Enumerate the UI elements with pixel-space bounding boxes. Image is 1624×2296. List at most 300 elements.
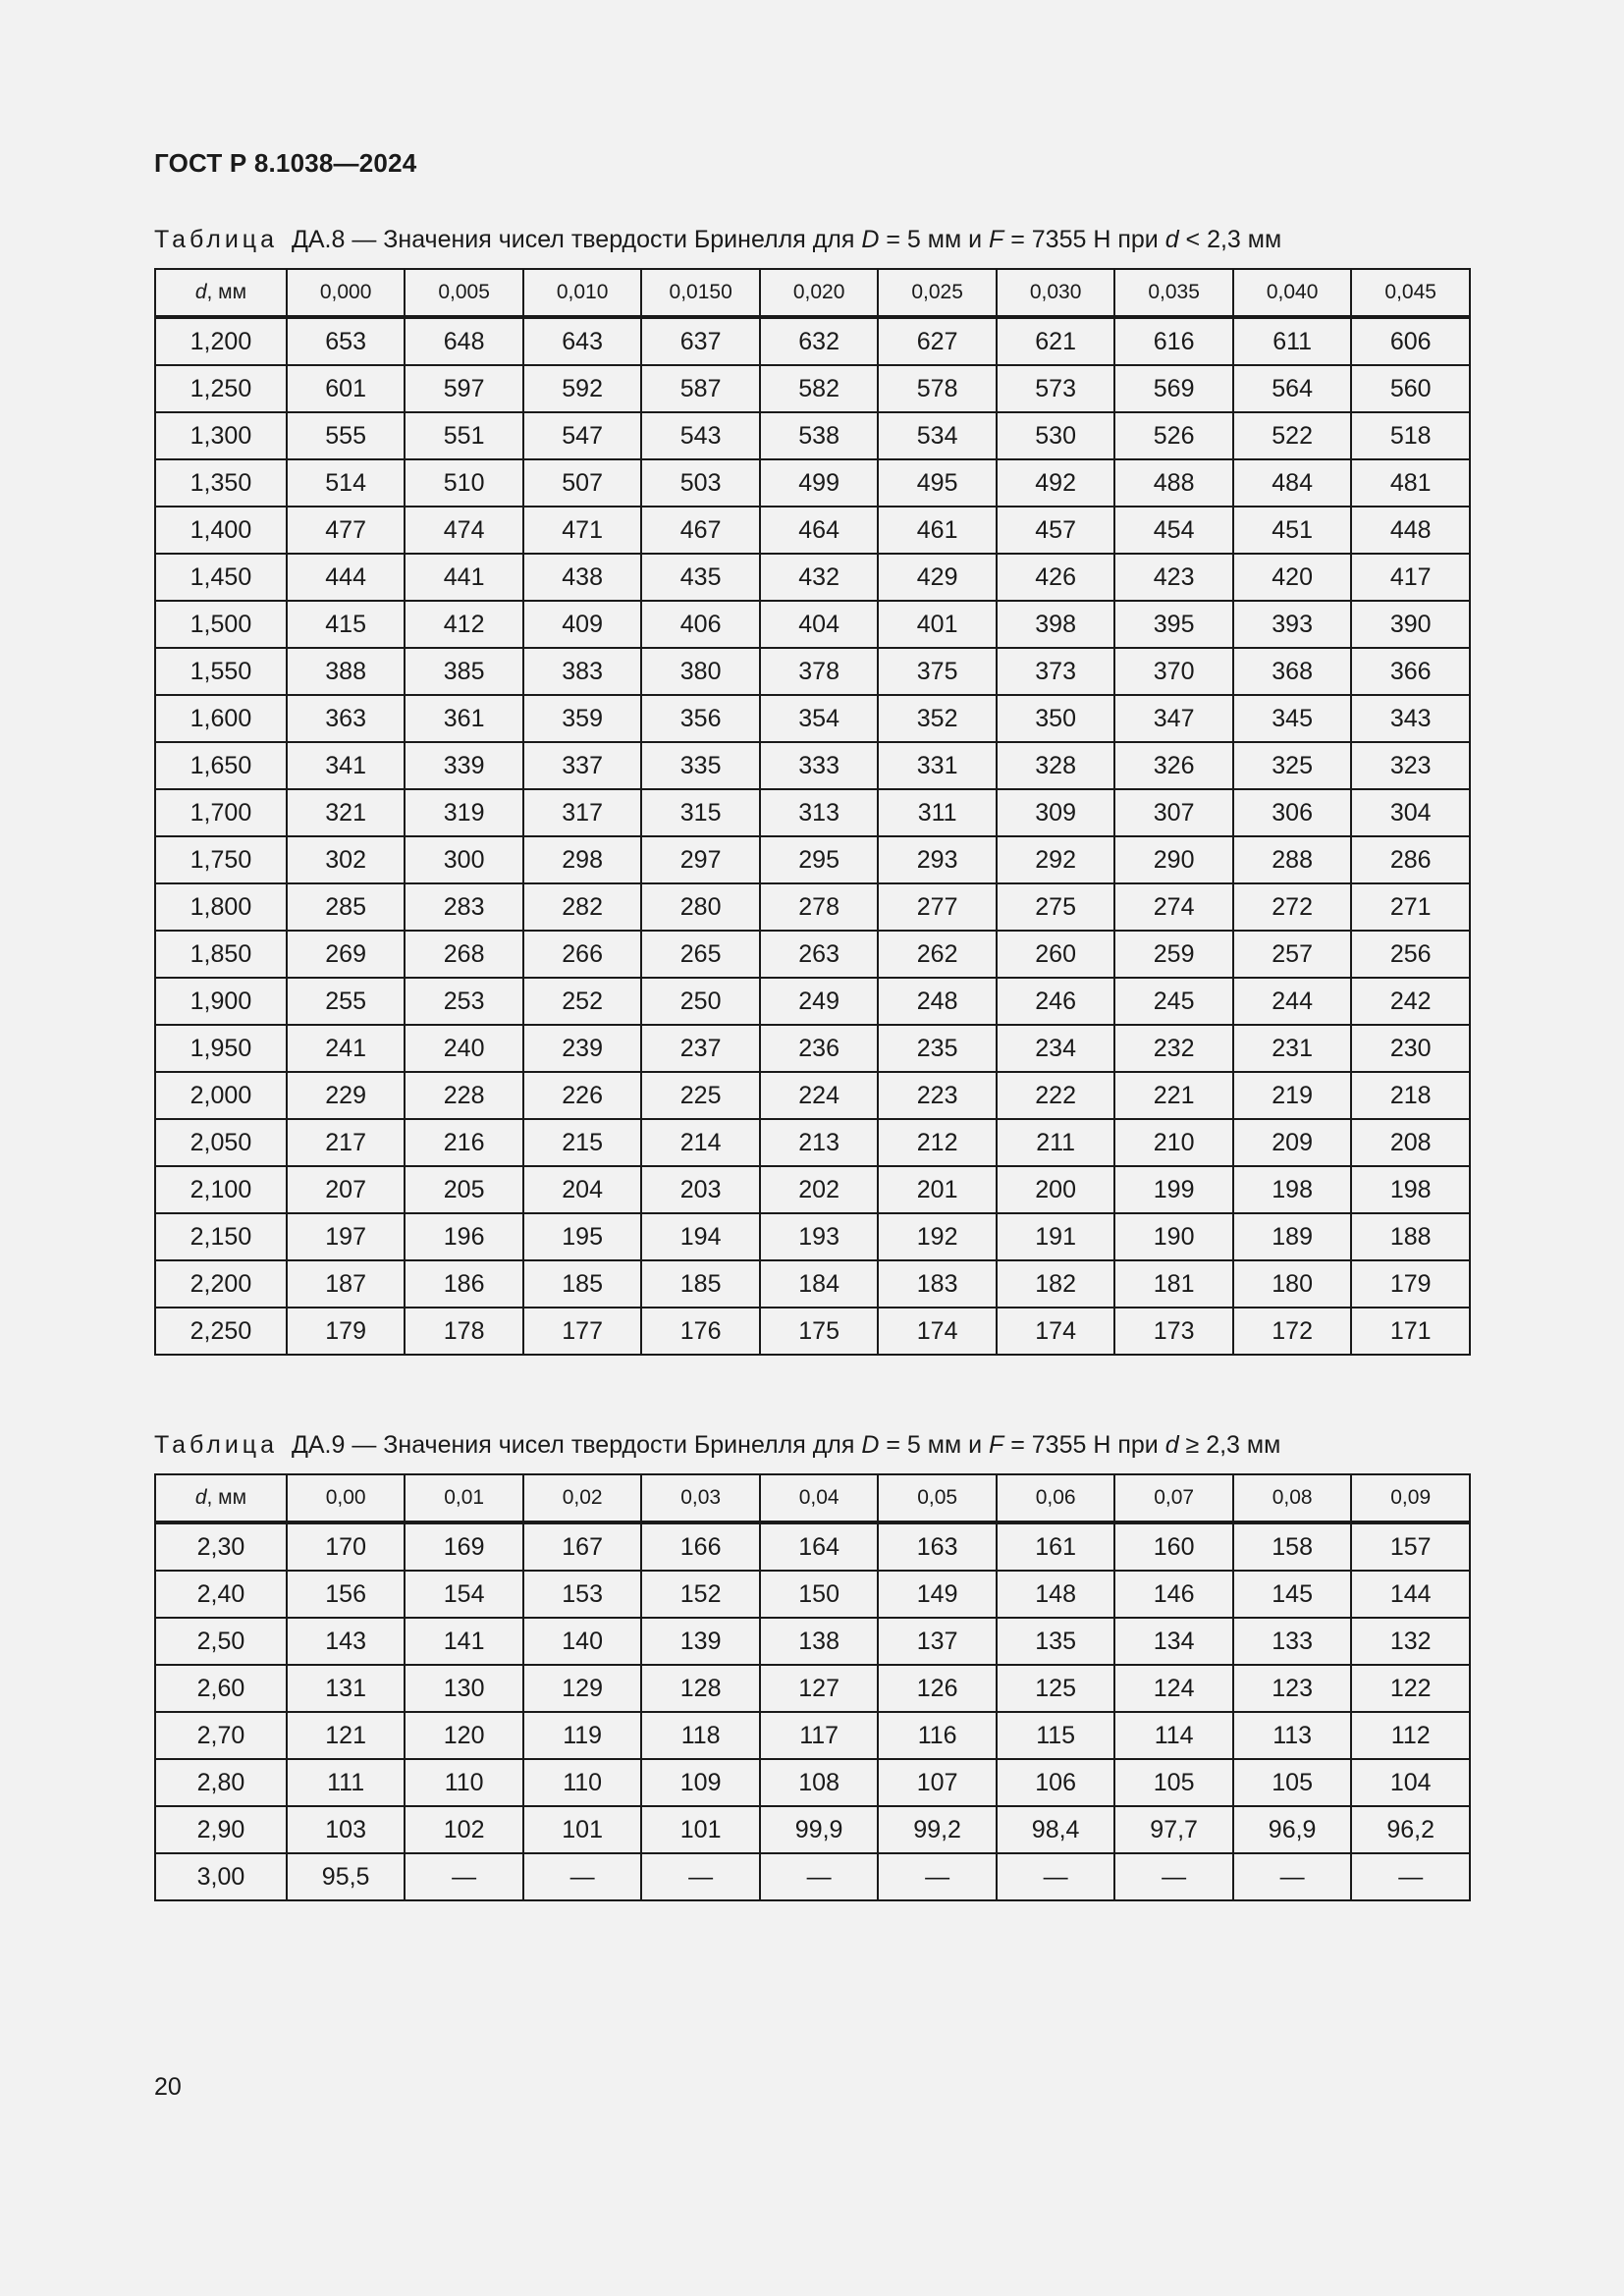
table-cell: 321 bbox=[287, 789, 406, 836]
table-cell: 187 bbox=[287, 1260, 406, 1308]
table-cell: 205 bbox=[405, 1166, 523, 1213]
table-cell: 309 bbox=[997, 789, 1115, 836]
row-header-cell: 1,550 bbox=[155, 648, 287, 695]
table-cell: 262 bbox=[878, 931, 997, 978]
table-cell: 183 bbox=[878, 1260, 997, 1308]
table-cell: 375 bbox=[878, 648, 997, 695]
table-cell: 118 bbox=[641, 1712, 760, 1759]
table-cell: 101 bbox=[641, 1806, 760, 1853]
table-cell: 107 bbox=[878, 1759, 997, 1806]
table-cell: 578 bbox=[878, 365, 997, 412]
table-cell: 263 bbox=[760, 931, 879, 978]
table-cell: 99,2 bbox=[878, 1806, 997, 1853]
table-cell: 230 bbox=[1351, 1025, 1470, 1072]
hardness-table-da9 bbox=[154, 1473, 1471, 1901]
table-cell: 115 bbox=[997, 1712, 1115, 1759]
column-header: 0,045 bbox=[1351, 269, 1470, 317]
table-cell: 285 bbox=[287, 883, 406, 931]
table-cell: 95,5 bbox=[287, 1853, 406, 1900]
table-cell: 99,9 bbox=[760, 1806, 879, 1853]
table-cell: 114 bbox=[1114, 1712, 1233, 1759]
table-cell: 510 bbox=[405, 459, 523, 507]
table-cell: 186 bbox=[405, 1260, 523, 1308]
table-cell: 390 bbox=[1351, 601, 1470, 648]
table-row bbox=[155, 1618, 1470, 1665]
table-cell: 124 bbox=[1114, 1665, 1233, 1712]
table-row bbox=[155, 1712, 1470, 1759]
table-cell: 200 bbox=[997, 1166, 1115, 1213]
column-header: 0,08 bbox=[1233, 1474, 1352, 1522]
page-number: 20 bbox=[154, 2073, 182, 2101]
table-cell: 317 bbox=[523, 789, 642, 836]
table-cell: 295 bbox=[760, 836, 879, 883]
table-cell: 474 bbox=[405, 507, 523, 554]
table-row bbox=[155, 507, 1470, 554]
table-cell: 146 bbox=[1114, 1571, 1233, 1618]
table-cell: 286 bbox=[1351, 836, 1470, 883]
column-header: 0,030 bbox=[997, 269, 1115, 317]
table-cell: 202 bbox=[760, 1166, 879, 1213]
table-cell: 110 bbox=[405, 1759, 523, 1806]
table-cell: 451 bbox=[1233, 507, 1352, 554]
table-cell: 223 bbox=[878, 1072, 997, 1119]
table-cell: 249 bbox=[760, 978, 879, 1025]
table-cell: 176 bbox=[641, 1308, 760, 1355]
table-cell: 192 bbox=[878, 1213, 997, 1260]
table-cell: 592 bbox=[523, 365, 642, 412]
table-cell: 530 bbox=[997, 412, 1115, 459]
table-cell: 222 bbox=[997, 1072, 1115, 1119]
table-cell: 383 bbox=[523, 648, 642, 695]
column-header: 0,02 bbox=[523, 1474, 642, 1522]
table-row bbox=[155, 1665, 1470, 1712]
table-header-row bbox=[155, 269, 1470, 317]
table-cell: 232 bbox=[1114, 1025, 1233, 1072]
table-cell: 145 bbox=[1233, 1571, 1352, 1618]
caption-text: = 5 мм и bbox=[879, 226, 989, 253]
table-cell: 319 bbox=[405, 789, 523, 836]
hardness-table-da8 bbox=[154, 268, 1471, 1356]
table-cell: 335 bbox=[641, 742, 760, 789]
row-header-cell: 2,150 bbox=[155, 1213, 287, 1260]
table-cell: 219 bbox=[1233, 1072, 1352, 1119]
table-cell: 179 bbox=[1351, 1260, 1470, 1308]
table-cell: 154 bbox=[405, 1571, 523, 1618]
table-row bbox=[155, 1308, 1470, 1355]
row-header-cell: 1,750 bbox=[155, 836, 287, 883]
table-cell: 328 bbox=[997, 742, 1115, 789]
table-cell: 137 bbox=[878, 1618, 997, 1665]
table-cell: 569 bbox=[1114, 365, 1233, 412]
table-cell: 373 bbox=[997, 648, 1115, 695]
column-header: 0,000 bbox=[287, 269, 406, 317]
table-cell: 236 bbox=[760, 1025, 879, 1072]
table-cell: 398 bbox=[997, 601, 1115, 648]
table-cell: 126 bbox=[878, 1665, 997, 1712]
table-cell: 499 bbox=[760, 459, 879, 507]
table-cell: 193 bbox=[760, 1213, 879, 1260]
table-row bbox=[155, 742, 1470, 789]
table-cell: 164 bbox=[760, 1522, 879, 1571]
table-header-row bbox=[155, 1474, 1470, 1522]
row-header-cell: 1,500 bbox=[155, 601, 287, 648]
table-cell: 616 bbox=[1114, 317, 1233, 365]
table-cell: 637 bbox=[641, 317, 760, 365]
table-cell: 125 bbox=[997, 1665, 1115, 1712]
table-cell: 226 bbox=[523, 1072, 642, 1119]
table-cell: — bbox=[878, 1853, 997, 1900]
row-header-cell: 1,350 bbox=[155, 459, 287, 507]
table-row bbox=[155, 1571, 1470, 1618]
table-cell: 643 bbox=[523, 317, 642, 365]
row-header-cell: 2,50 bbox=[155, 1618, 287, 1665]
table-cell: 277 bbox=[878, 883, 997, 931]
caption-text: — Значения чисел твердости Бринелля для bbox=[345, 226, 862, 253]
row-header-cell: 2,000 bbox=[155, 1072, 287, 1119]
table-cell: 388 bbox=[287, 648, 406, 695]
table-cell: 182 bbox=[997, 1260, 1115, 1308]
table-cell: 257 bbox=[1233, 931, 1352, 978]
table-cell: 212 bbox=[878, 1119, 997, 1166]
caption-text: — Значения чисел твердости Бринелля для bbox=[345, 1431, 862, 1459]
table-row bbox=[155, 1806, 1470, 1853]
table-number: ДА.9 bbox=[291, 1431, 346, 1459]
table-cell: 464 bbox=[760, 507, 879, 554]
table-cell: 113 bbox=[1233, 1712, 1352, 1759]
table-cell: 597 bbox=[405, 365, 523, 412]
table-cell: 140 bbox=[523, 1618, 642, 1665]
row-header-cell: 1,950 bbox=[155, 1025, 287, 1072]
table-cell: 347 bbox=[1114, 695, 1233, 742]
table-cell: 189 bbox=[1233, 1213, 1352, 1260]
table-cell: 477 bbox=[287, 507, 406, 554]
table-cell: 221 bbox=[1114, 1072, 1233, 1119]
table-cell: 217 bbox=[287, 1119, 406, 1166]
table-cell: 290 bbox=[1114, 836, 1233, 883]
table-cell: 406 bbox=[641, 601, 760, 648]
table-cell: — bbox=[405, 1853, 523, 1900]
table-cell: 185 bbox=[641, 1260, 760, 1308]
table-cell: 354 bbox=[760, 695, 879, 742]
table-cell: 101 bbox=[523, 1806, 642, 1853]
table-row bbox=[155, 1213, 1470, 1260]
column-header-d: d, мм bbox=[155, 269, 287, 317]
table-cell: 234 bbox=[997, 1025, 1115, 1072]
table-cell: 127 bbox=[760, 1665, 879, 1712]
table-cell: 161 bbox=[997, 1522, 1115, 1571]
table-cell: 507 bbox=[523, 459, 642, 507]
table-cell: 522 bbox=[1233, 412, 1352, 459]
caption-symbol-d: d bbox=[1164, 1431, 1179, 1459]
table-cell: 363 bbox=[287, 695, 406, 742]
table-cell: 438 bbox=[523, 554, 642, 601]
table-cell: 323 bbox=[1351, 742, 1470, 789]
table-cell: 174 bbox=[997, 1308, 1115, 1355]
column-header: 0,0150 bbox=[641, 269, 760, 317]
table-cell: 307 bbox=[1114, 789, 1233, 836]
column-header: 0,09 bbox=[1351, 1474, 1470, 1522]
table-cell: 184 bbox=[760, 1260, 879, 1308]
table-cell: 395 bbox=[1114, 601, 1233, 648]
table-cell: 503 bbox=[641, 459, 760, 507]
column-header: 0,06 bbox=[997, 1474, 1115, 1522]
row-header-cell: 1,600 bbox=[155, 695, 287, 742]
table-cell: 488 bbox=[1114, 459, 1233, 507]
table-cell: 356 bbox=[641, 695, 760, 742]
table-cell: 484 bbox=[1233, 459, 1352, 507]
table-cell: 341 bbox=[287, 742, 406, 789]
table-cell: 306 bbox=[1233, 789, 1352, 836]
table-cell: 632 bbox=[760, 317, 879, 365]
table-row bbox=[155, 317, 1470, 365]
table-cell: 259 bbox=[1114, 931, 1233, 978]
table-cell: 148 bbox=[997, 1571, 1115, 1618]
table-cell: 160 bbox=[1114, 1522, 1233, 1571]
table-cell: 337 bbox=[523, 742, 642, 789]
table-cell: 208 bbox=[1351, 1119, 1470, 1166]
row-header-cell: 1,650 bbox=[155, 742, 287, 789]
table-cell: 547 bbox=[523, 412, 642, 459]
table-cell: 116 bbox=[878, 1712, 997, 1759]
row-header-cell: 2,80 bbox=[155, 1759, 287, 1806]
table-cell: 343 bbox=[1351, 695, 1470, 742]
table-cell: 204 bbox=[523, 1166, 642, 1213]
caption-text: = 7355 Н при bbox=[1003, 1431, 1165, 1459]
table-cell: 256 bbox=[1351, 931, 1470, 978]
table-cell: 313 bbox=[760, 789, 879, 836]
table-cell: 240 bbox=[405, 1025, 523, 1072]
column-header: 0,005 bbox=[405, 269, 523, 317]
table-cell: — bbox=[1351, 1853, 1470, 1900]
row-header-cell: 1,250 bbox=[155, 365, 287, 412]
table-cell: 467 bbox=[641, 507, 760, 554]
table-cell: 209 bbox=[1233, 1119, 1352, 1166]
row-header-cell: 1,800 bbox=[155, 883, 287, 931]
table-row bbox=[155, 554, 1470, 601]
table-cell: 170 bbox=[287, 1522, 406, 1571]
table-cell: 415 bbox=[287, 601, 406, 648]
table-caption-prefix: Таблица bbox=[154, 1431, 279, 1459]
row-header-cell: 1,450 bbox=[155, 554, 287, 601]
table-cell: 534 bbox=[878, 412, 997, 459]
table-row bbox=[155, 695, 1470, 742]
table-cell: 441 bbox=[405, 554, 523, 601]
table-cell: 253 bbox=[405, 978, 523, 1025]
table-cell: 163 bbox=[878, 1522, 997, 1571]
table-cell: — bbox=[997, 1853, 1115, 1900]
table-cell: 190 bbox=[1114, 1213, 1233, 1260]
table-cell: 123 bbox=[1233, 1665, 1352, 1712]
table-cell: 601 bbox=[287, 365, 406, 412]
table-row bbox=[155, 648, 1470, 695]
table-cell: 366 bbox=[1351, 648, 1470, 695]
table-cell: 175 bbox=[760, 1308, 879, 1355]
table-cell: 169 bbox=[405, 1522, 523, 1571]
table-cell: 297 bbox=[641, 836, 760, 883]
table-cell: 179 bbox=[287, 1308, 406, 1355]
row-header-cell: 2,250 bbox=[155, 1308, 287, 1355]
table-cell: 174 bbox=[878, 1308, 997, 1355]
table-cell: — bbox=[760, 1853, 879, 1900]
column-header-d: d, мм bbox=[155, 1474, 287, 1522]
table-cell: 239 bbox=[523, 1025, 642, 1072]
table-cell: 185 bbox=[523, 1260, 642, 1308]
table-cell: 108 bbox=[760, 1759, 879, 1806]
table-cell: 492 bbox=[997, 459, 1115, 507]
table-row bbox=[155, 1025, 1470, 1072]
table-cell: 121 bbox=[287, 1712, 406, 1759]
table-row bbox=[155, 1853, 1470, 1900]
table-cell: 213 bbox=[760, 1119, 879, 1166]
table-cell: 246 bbox=[997, 978, 1115, 1025]
table-cell: — bbox=[641, 1853, 760, 1900]
table-cell: 350 bbox=[997, 695, 1115, 742]
table-row bbox=[155, 412, 1470, 459]
table-cell: 293 bbox=[878, 836, 997, 883]
table-number: ДА.8 bbox=[291, 226, 346, 253]
table-cell: 272 bbox=[1233, 883, 1352, 931]
table-cell: 132 bbox=[1351, 1618, 1470, 1665]
table-cell: 110 bbox=[523, 1759, 642, 1806]
table-cell: 143 bbox=[287, 1618, 406, 1665]
table-cell: 268 bbox=[405, 931, 523, 978]
table-cell: 417 bbox=[1351, 554, 1470, 601]
row-header-cell: 2,100 bbox=[155, 1166, 287, 1213]
table-cell: 271 bbox=[1351, 883, 1470, 931]
table-cell: 167 bbox=[523, 1522, 642, 1571]
table-cell: 96,9 bbox=[1233, 1806, 1352, 1853]
table-cell: 150 bbox=[760, 1571, 879, 1618]
table-cell: 103 bbox=[287, 1806, 406, 1853]
table-cell: 195 bbox=[523, 1213, 642, 1260]
table-cell: 648 bbox=[405, 317, 523, 365]
table-cell: 461 bbox=[878, 507, 997, 554]
table-cell: 210 bbox=[1114, 1119, 1233, 1166]
row-header-cell: 2,200 bbox=[155, 1260, 287, 1308]
table-row bbox=[155, 1072, 1470, 1119]
table-cell: — bbox=[1114, 1853, 1233, 1900]
table-cell: 224 bbox=[760, 1072, 879, 1119]
table-cell: 128 bbox=[641, 1665, 760, 1712]
table-row bbox=[155, 1260, 1470, 1308]
table-row bbox=[155, 1522, 1470, 1571]
table-cell: 252 bbox=[523, 978, 642, 1025]
row-header-cell: 3,00 bbox=[155, 1853, 287, 1900]
table-cell: 245 bbox=[1114, 978, 1233, 1025]
caption-text: = 7355 Н при bbox=[1003, 226, 1165, 253]
table-cell: 606 bbox=[1351, 317, 1470, 365]
table-cell: 152 bbox=[641, 1571, 760, 1618]
table-cell: 166 bbox=[641, 1522, 760, 1571]
table-row bbox=[155, 365, 1470, 412]
caption-condition: ≥ 2,3 мм bbox=[1178, 1431, 1281, 1459]
table-cell: 104 bbox=[1351, 1759, 1470, 1806]
table-cell: 538 bbox=[760, 412, 879, 459]
table-cell: 333 bbox=[760, 742, 879, 789]
table-row bbox=[155, 459, 1470, 507]
table-cell: 120 bbox=[405, 1712, 523, 1759]
table-cell: 129 bbox=[523, 1665, 642, 1712]
table-cell: 97,7 bbox=[1114, 1806, 1233, 1853]
table-cell: 117 bbox=[760, 1712, 879, 1759]
table-cell: 141 bbox=[405, 1618, 523, 1665]
table-cell: 315 bbox=[641, 789, 760, 836]
table-cell: 564 bbox=[1233, 365, 1352, 412]
table-cell: 339 bbox=[405, 742, 523, 789]
table-cell: 173 bbox=[1114, 1308, 1233, 1355]
table-cell: 229 bbox=[287, 1072, 406, 1119]
caption-symbol-d: d bbox=[1164, 226, 1179, 253]
column-header: 0,025 bbox=[878, 269, 997, 317]
table-cell: 153 bbox=[523, 1571, 642, 1618]
caption-symbol-d-ball: D bbox=[861, 226, 880, 253]
column-header: 0,07 bbox=[1114, 1474, 1233, 1522]
column-header: 0,010 bbox=[523, 269, 642, 317]
table-cell: 178 bbox=[405, 1308, 523, 1355]
table-cell: 435 bbox=[641, 554, 760, 601]
table-cell: 412 bbox=[405, 601, 523, 648]
table-cell: 352 bbox=[878, 695, 997, 742]
table-cell: 526 bbox=[1114, 412, 1233, 459]
column-header: 0,035 bbox=[1114, 269, 1233, 317]
table-cell: 106 bbox=[997, 1759, 1115, 1806]
row-header-cell: 2,40 bbox=[155, 1571, 287, 1618]
table-cell: 248 bbox=[878, 978, 997, 1025]
table-cell: 288 bbox=[1233, 836, 1352, 883]
table-cell: 122 bbox=[1351, 1665, 1470, 1712]
table-cell: 423 bbox=[1114, 554, 1233, 601]
table-cell: 426 bbox=[997, 554, 1115, 601]
table-cell: 201 bbox=[878, 1166, 997, 1213]
row-header-cell: 1,400 bbox=[155, 507, 287, 554]
caption-text: = 5 мм и bbox=[879, 1431, 989, 1459]
table-cell: 444 bbox=[287, 554, 406, 601]
table-cell: 514 bbox=[287, 459, 406, 507]
table-cell: 361 bbox=[405, 695, 523, 742]
table-cell: 203 bbox=[641, 1166, 760, 1213]
table-row bbox=[155, 601, 1470, 648]
table-cell: 198 bbox=[1351, 1166, 1470, 1213]
table-cell: 197 bbox=[287, 1213, 406, 1260]
table-cell: 241 bbox=[287, 1025, 406, 1072]
table-caption bbox=[154, 226, 1281, 254]
table-cell: 157 bbox=[1351, 1522, 1470, 1571]
table-row bbox=[155, 1759, 1470, 1806]
table-cell: 518 bbox=[1351, 412, 1470, 459]
table-cell: 96,2 bbox=[1351, 1806, 1470, 1853]
row-header-cell: 1,700 bbox=[155, 789, 287, 836]
table-cell: 172 bbox=[1233, 1308, 1352, 1355]
table-cell: 218 bbox=[1351, 1072, 1470, 1119]
table-cell: — bbox=[523, 1853, 642, 1900]
table-cell: 543 bbox=[641, 412, 760, 459]
table-cell: 573 bbox=[997, 365, 1115, 412]
table-row bbox=[155, 931, 1470, 978]
table-cell: 109 bbox=[641, 1759, 760, 1806]
table-cell: 215 bbox=[523, 1119, 642, 1166]
table-cell: 611 bbox=[1233, 317, 1352, 365]
table-cell: 471 bbox=[523, 507, 642, 554]
column-header: 0,01 bbox=[405, 1474, 523, 1522]
table-cell: 621 bbox=[997, 317, 1115, 365]
row-header-cell: 2,90 bbox=[155, 1806, 287, 1853]
table-cell: 181 bbox=[1114, 1260, 1233, 1308]
table-cell: 582 bbox=[760, 365, 879, 412]
row-header-cell: 1,200 bbox=[155, 317, 287, 365]
table-cell: 144 bbox=[1351, 1571, 1470, 1618]
table-cell: 378 bbox=[760, 648, 879, 695]
table-cell: 429 bbox=[878, 554, 997, 601]
